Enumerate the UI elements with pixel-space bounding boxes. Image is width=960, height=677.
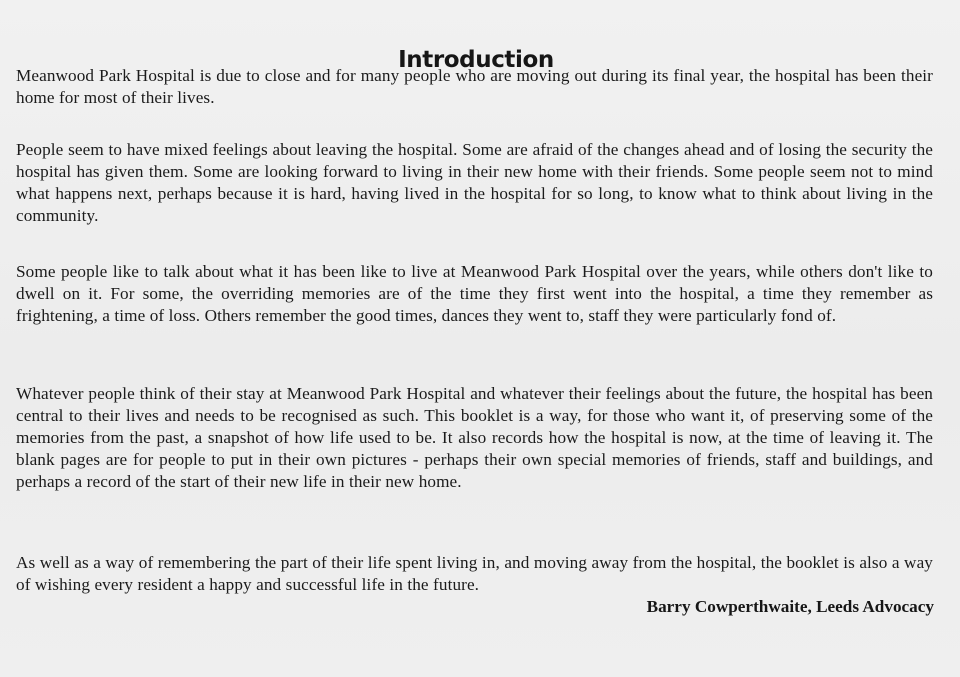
paragraph-booklet-purpose: Whatever people think of their stay at Meanwood Park Hospital and whatever their feelings about the future, the hospital has been central to their lives and needs to be recognised as such. This booklet is a way, for those who want it, of preserving some of the memories from the past, a snapshot of how life used to be. It also records how the hospital is now, at the time of leaving it. The blank pages are for people to put in their own pictures - perhaps their own special memories of friends, staff and buildings, and perhaps a record of the start of their new life in their new home.	[16, 384, 933, 491]
paragraph-closure-notice: Meanwood Park Hospital is due to close and for many people who are moving out during its final year, the hospital has been their home for most of their lives.	[16, 66, 933, 107]
page-title: Introduction	[398, 47, 554, 74]
paragraph-mixed-feelings: People seem to have mixed feelings about leaving the hospital. Some are afraid of the changes ahead and of losing the security the hospital has given them. Some are looking forward to living in their new home with their friends. Some people seem not to mind what happens next, perhaps because it is hard, having lived in the hospital for so long, to know what to think about living in the community.	[16, 140, 933, 225]
author-signature: Barry Cowperthwaite, Leeds Advocacy	[646, 597, 934, 616]
paragraph-memories: Some people like to talk about what it has been like to live at Meanwood Park Hospital over the years, while others don't like to dwell on it. For some, the overriding memories are of the time they first went into the hospital, a time they remember as frightening, a time of loss. Others remember the good times, dances they went to, staff they were particularly fond of.	[16, 262, 933, 325]
paragraph-closing-wishes: As well as a way of remembering the part of their life spent living in, and moving away from the hospital, the booklet is also a way of wishing every resident a happy and successful life in the future.	[16, 553, 933, 594]
